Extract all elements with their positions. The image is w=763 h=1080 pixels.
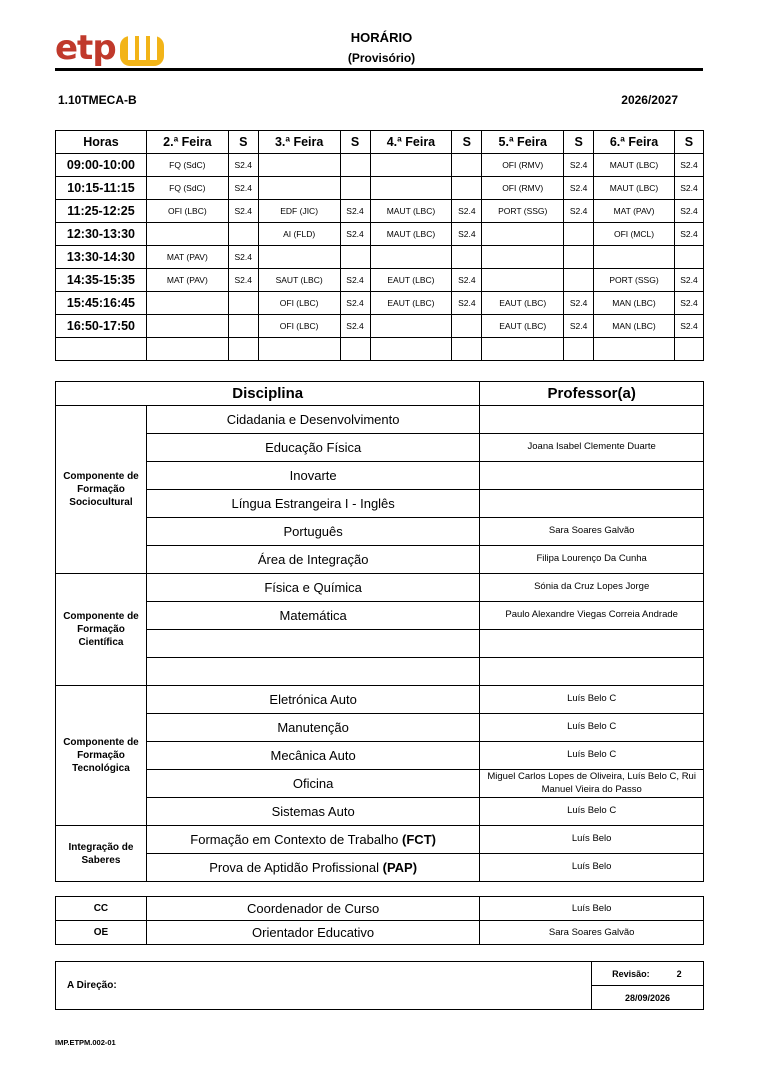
room-cell — [674, 246, 703, 269]
discipline-name: Prova de Aptidão Profissional — [209, 860, 383, 875]
teacher-cell: Luís Belo C — [480, 686, 704, 714]
teacher-cell: Luís Belo — [480, 854, 704, 882]
revision-cell — [592, 962, 704, 986]
subjects-table — [55, 381, 704, 882]
schedule-row — [56, 338, 704, 361]
subject-row — [56, 742, 704, 770]
teacher-cell — [480, 658, 704, 686]
teacher-cell: Luís Belo — [480, 826, 704, 854]
class-cell — [482, 338, 564, 361]
role-row — [56, 921, 704, 945]
class-cell: FQ (SdC) — [146, 177, 228, 200]
room-cell: S2.4 — [340, 292, 370, 315]
weekday-header: 3.ª Feira — [258, 131, 340, 154]
form-code: IMP.ETPM.002-01 — [55, 1038, 116, 1047]
class-cell: OFI (LBC) — [146, 200, 228, 223]
room-cell — [228, 338, 258, 361]
role-row — [56, 897, 704, 921]
room-cell — [228, 292, 258, 315]
time-slot: 09:00-10:00 — [56, 154, 147, 177]
room-cell: S2.4 — [674, 223, 703, 246]
teacher-cell — [480, 630, 704, 658]
schedule-row — [56, 177, 704, 200]
class-cell: EAUT (LBC) — [370, 292, 452, 315]
class-cell: EDF (JIC) — [258, 200, 340, 223]
room-cell — [452, 177, 482, 200]
teacher-cell: Joana Isabel Clemente Duarte — [480, 434, 704, 462]
subject-row — [56, 770, 704, 798]
room-cell — [228, 315, 258, 338]
teacher-cell — [480, 490, 704, 518]
class-cell: PORT (SSG) — [482, 200, 564, 223]
subject-row — [56, 490, 704, 518]
revision-date: 28/09/2026 — [592, 986, 704, 1010]
subject-row — [56, 658, 704, 686]
room-cell: S2.4 — [452, 223, 482, 246]
discipline-cell — [146, 574, 479, 602]
discipline-cell — [146, 518, 479, 546]
subject-row — [56, 434, 704, 462]
logo-text: etp — [55, 28, 116, 68]
room-header: S — [228, 131, 258, 154]
teacher-cell: Luís Belo C — [480, 798, 704, 826]
schedule-row — [56, 269, 704, 292]
class-cell: PORT (SSG) — [594, 269, 675, 292]
room-cell — [340, 246, 370, 269]
room-cell: S2.4 — [452, 200, 482, 223]
class-cell: MAUT (LBC) — [370, 223, 452, 246]
discipline-name: Sistemas Auto — [271, 804, 355, 819]
room-cell: S2.4 — [228, 246, 258, 269]
discipline-cell — [146, 490, 479, 518]
subject-row — [56, 714, 704, 742]
revision-number: 2 — [676, 968, 682, 979]
room-header: S — [340, 131, 370, 154]
class-cell: OFI (MCL) — [594, 223, 675, 246]
room-cell: S2.4 — [340, 200, 370, 223]
class-cell — [370, 338, 452, 361]
room-cell — [340, 338, 370, 361]
room-cell: S2.4 — [564, 292, 594, 315]
class-cell — [370, 177, 452, 200]
weekday-header: 5.ª Feira — [482, 131, 564, 154]
class-cell — [258, 154, 340, 177]
room-cell: S2.4 — [228, 269, 258, 292]
roles-table — [55, 896, 704, 945]
room-cell: S2.4 — [564, 315, 594, 338]
discipline-name: Formação em Contexto de Trabalho — [190, 832, 403, 847]
class-cell: MAT (PAV) — [146, 246, 228, 269]
discipline-cell — [146, 406, 479, 434]
room-cell — [564, 338, 594, 361]
room-cell — [452, 246, 482, 269]
class-cell — [146, 292, 228, 315]
subject-row — [56, 406, 704, 434]
discipline-cell — [146, 434, 479, 462]
room-cell: S2.4 — [228, 154, 258, 177]
class-cell — [258, 338, 340, 361]
role-code: CC — [56, 897, 147, 921]
discipline-cell — [146, 658, 479, 686]
discipline-name: Área de Integração — [257, 552, 369, 567]
subjects-body — [56, 406, 704, 882]
class-cell: EAUT (LBC) — [482, 292, 564, 315]
teacher-cell: Luís Belo C — [480, 742, 704, 770]
subject-row — [56, 518, 704, 546]
time-slot: 11:25-12:25 — [56, 200, 147, 223]
schedule-table — [55, 130, 704, 361]
class-cell — [370, 315, 452, 338]
component-label: Componente de Formação Sociocultural — [56, 406, 147, 574]
room-cell: S2.4 — [564, 200, 594, 223]
room-cell: S2.4 — [674, 315, 703, 338]
discipline-cell — [146, 826, 479, 854]
room-cell — [452, 154, 482, 177]
class-cell — [370, 246, 452, 269]
class-cell: OFI (RMV) — [482, 177, 564, 200]
class-cell — [482, 246, 564, 269]
hours-header: Horas — [56, 131, 147, 154]
discipline-name: Inovarte — [289, 468, 337, 483]
discipline-cell — [146, 798, 479, 826]
discipline-name: Português — [283, 524, 343, 539]
room-header: S — [564, 131, 594, 154]
document-title-block — [300, 30, 463, 65]
discipline-acronym: (PAP) — [382, 860, 418, 875]
room-cell: S2.4 — [564, 154, 594, 177]
revision-label: Revisão: — [612, 968, 650, 979]
teacher-cell: Paulo Alexandre Viegas Correia Andrade — [480, 602, 704, 630]
subject-row — [56, 602, 704, 630]
discipline-name: Física e Química — [264, 580, 362, 595]
class-cell — [482, 269, 564, 292]
class-cell — [594, 338, 675, 361]
room-cell: S2.4 — [340, 223, 370, 246]
room-cell — [564, 223, 594, 246]
weekday-header: 6.ª Feira — [594, 131, 675, 154]
subject-row — [56, 854, 704, 882]
class-cell: MAUT (LBC) — [594, 154, 675, 177]
class-cell: MAUT (LBC) — [594, 177, 675, 200]
class-cell — [594, 246, 675, 269]
subject-row — [56, 826, 704, 854]
weekday-header: 2.ª Feira — [146, 131, 228, 154]
schedule-body — [56, 154, 704, 361]
room-cell: S2.4 — [674, 154, 703, 177]
header-divider — [55, 68, 703, 71]
room-cell: S2.4 — [564, 177, 594, 200]
discipline-name: Cidadania e Desenvolvimento — [226, 412, 400, 427]
class-cell — [146, 338, 228, 361]
room-cell — [340, 177, 370, 200]
class-cell: OFI (LBC) — [258, 292, 340, 315]
direction-label: A Direção: — [56, 962, 592, 1010]
time-slot: 16:50-17:50 — [56, 315, 147, 338]
class-cell: FQ (SdC) — [146, 154, 228, 177]
role-title: Orientador Educativo — [146, 921, 480, 945]
discipline-cell — [146, 854, 479, 882]
discipline-cell — [146, 630, 479, 658]
class-cell: EAUT (LBC) — [370, 269, 452, 292]
class-cell: MAN (LBC) — [594, 315, 675, 338]
component-label: Integração de Saberes — [56, 826, 147, 882]
weekday-header: 4.ª Feira — [370, 131, 452, 154]
schedule-row — [56, 200, 704, 223]
class-cell — [146, 315, 228, 338]
class-cell — [146, 223, 228, 246]
class-cell: OFI (LBC) — [258, 315, 340, 338]
role-title: Coordenador de Curso — [146, 897, 480, 921]
class-cell: MAT (PAV) — [146, 269, 228, 292]
discipline-name: Língua Estrangeira I - Inglês — [231, 496, 395, 511]
room-cell — [674, 338, 703, 361]
discipline-header: Disciplina — [56, 382, 480, 406]
room-header: S — [452, 131, 482, 154]
time-slot: 14:35-15:35 — [56, 269, 147, 292]
room-header: S — [674, 131, 703, 154]
discipline-name: Manutenção — [277, 720, 349, 735]
teacher-header: Professor(a) — [480, 382, 704, 406]
schedule-header — [56, 131, 704, 154]
subject-row — [56, 462, 704, 490]
schedule-row — [56, 154, 704, 177]
room-cell: S2.4 — [674, 200, 703, 223]
document-subtitle: (Provisório) — [347, 51, 416, 65]
room-cell: S2.4 — [228, 177, 258, 200]
room-cell — [340, 154, 370, 177]
document-title: HORÁRIO — [350, 30, 413, 45]
schedule-row — [56, 223, 704, 246]
discipline-cell — [146, 546, 479, 574]
room-cell — [564, 246, 594, 269]
room-cell: S2.4 — [674, 177, 703, 200]
class-cell — [370, 154, 452, 177]
time-slot — [56, 338, 147, 361]
room-cell: S2.4 — [228, 200, 258, 223]
discipline-name: Eletrónica Auto — [269, 692, 357, 707]
class-code: 1.10TMECA-B — [58, 93, 137, 107]
class-cell: MAUT (LBC) — [370, 200, 452, 223]
teacher-cell: Sónia da Cruz Lopes Jorge — [480, 574, 704, 602]
room-cell — [452, 338, 482, 361]
schedule-row — [56, 246, 704, 269]
discipline-cell — [146, 742, 479, 770]
class-cell — [258, 177, 340, 200]
subject-row — [56, 798, 704, 826]
teacher-cell: Filipa Lourenço Da Cunha — [480, 546, 704, 574]
room-cell: S2.4 — [674, 269, 703, 292]
discipline-name: Educação Física — [265, 440, 362, 455]
teacher-cell — [480, 406, 704, 434]
time-slot: 13:30-14:30 — [56, 246, 147, 269]
role-code: OE — [56, 921, 147, 945]
room-cell: S2.4 — [674, 292, 703, 315]
school-logo — [55, 24, 164, 72]
teacher-cell — [480, 462, 704, 490]
schedule-row — [56, 292, 704, 315]
subject-row — [56, 546, 704, 574]
class-cell: AI (FLD) — [258, 223, 340, 246]
discipline-name: Oficina — [292, 776, 334, 791]
component-label: Componente de Formação Tecnológica — [56, 686, 147, 826]
room-cell — [228, 223, 258, 246]
teacher-cell: Miguel Carlos Lopes de Oliveira, Luís Belo C, Rui Manuel Vieira do Passo — [480, 770, 704, 798]
class-cell: MAN (LBC) — [594, 292, 675, 315]
discipline-name: Matemática — [279, 608, 347, 623]
room-cell — [452, 315, 482, 338]
class-cell: MAT (PAV) — [594, 200, 675, 223]
class-cell — [482, 223, 564, 246]
class-cell: EAUT (LBC) — [482, 315, 564, 338]
discipline-cell — [146, 714, 479, 742]
class-cell — [258, 246, 340, 269]
room-cell: S2.4 — [452, 269, 482, 292]
role-person: Luís Belo — [480, 897, 704, 921]
time-slot: 10:15-11:15 — [56, 177, 147, 200]
schedule-row — [56, 315, 704, 338]
discipline-cell — [146, 602, 479, 630]
time-slot: 15:45:16:45 — [56, 292, 147, 315]
time-slot: 12:30-13:30 — [56, 223, 147, 246]
direction-box — [55, 961, 704, 1010]
subject-row — [56, 574, 704, 602]
class-cell: OFI (RMV) — [482, 154, 564, 177]
discipline-name: Mecânica Auto — [270, 748, 356, 763]
room-cell: S2.4 — [452, 292, 482, 315]
room-cell: S2.4 — [340, 269, 370, 292]
discipline-cell — [146, 770, 479, 798]
room-cell — [564, 269, 594, 292]
room-cell: S2.4 — [340, 315, 370, 338]
subject-row — [56, 630, 704, 658]
role-person: Sara Soares Galvão — [480, 921, 704, 945]
logo-m-icon — [120, 28, 164, 68]
component-label: Componente de Formação Científica — [56, 574, 147, 686]
teacher-cell: Sara Soares Galvão — [480, 518, 704, 546]
teacher-cell: Luís Belo C — [480, 714, 704, 742]
discipline-cell — [146, 462, 479, 490]
school-year: 2026/2027 — [621, 93, 678, 107]
subject-row — [56, 686, 704, 714]
discipline-acronym: (FCT) — [402, 832, 436, 847]
discipline-cell — [146, 686, 479, 714]
class-cell: SAUT (LBC) — [258, 269, 340, 292]
